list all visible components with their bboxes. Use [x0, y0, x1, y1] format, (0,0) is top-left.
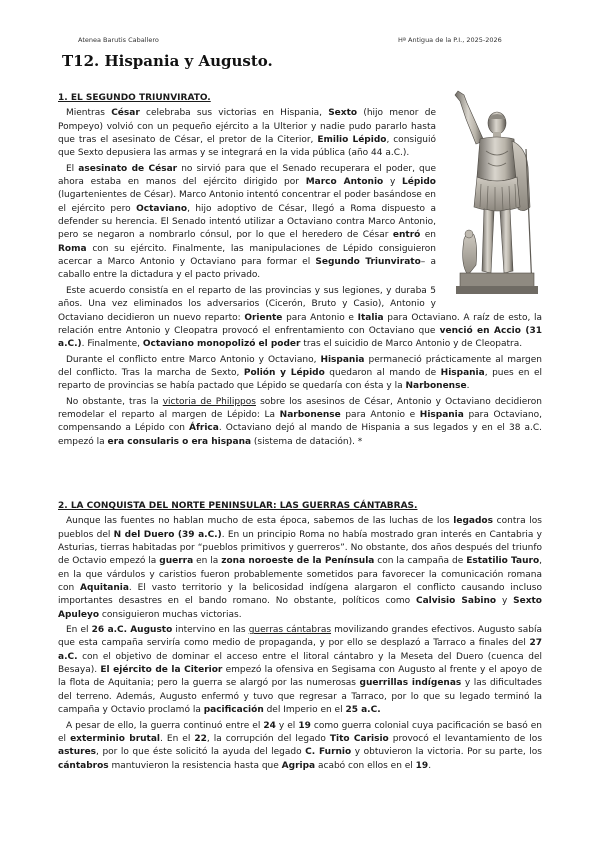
- text-run: y: [383, 177, 402, 188]
- bold-term: Octaviano: [136, 203, 188, 214]
- text-run: , hijo adoptivo de César, llegó a Roma dispuesto a defender su herencia. El Senado intentó utilizar a Octaviano contra Marco Antonio, pero se negaron a nombrarlo cónsul, por lo que el heredero de César: [58, 203, 436, 241]
- text-run: . En el: [160, 733, 195, 744]
- bold-term: Hispania: [419, 409, 464, 420]
- text-run: en la: [193, 556, 222, 567]
- section-1: [58, 92, 542, 451]
- text-run: Mientras: [66, 108, 112, 119]
- text-run: No obstante, tras la: [66, 396, 163, 407]
- text-run: con la campaña de: [374, 556, 467, 567]
- header-author: Atenea Barutis Caballero: [78, 36, 159, 44]
- bold-term: guerra: [159, 556, 194, 567]
- bold-term: cántabros: [58, 760, 109, 771]
- text-run: intervino en las: [172, 625, 249, 636]
- s1-paragraph: [58, 354, 542, 394]
- bold-term: Oriente: [244, 312, 283, 323]
- bold-term: Italia: [357, 312, 384, 323]
- bold-term: era consularis o era hispana: [107, 436, 252, 447]
- text-run: con su ejército. Finalmente, las manipulaciones de Lépido consiguieron acercar a Marco Antonio y Octaviano para formar el: [58, 243, 436, 268]
- text-run: . El vasto territorio y la belicosidad indígena alargaron el conflicto causando incluso importantes desastres en el bando romano. No obstante, políticos como: [58, 583, 542, 607]
- text-run: y las dificultades del terreno. Además, Augusto enfermó y tuvo que regresar a Tarraco, por lo que su legado terminó la campaña y Octavio proclamó la: [58, 678, 542, 716]
- bold-term: Lépido: [402, 177, 436, 188]
- text-run: movilizando grandes efectivos. Augusto sabía que esta campaña serviría como medio de propaganda, y por ello se desplazó a Tarraco a finales del: [58, 625, 542, 649]
- bold-term: Emilio Lépido: [317, 135, 387, 146]
- text-run: , por lo que éste solicitó la ayuda del legado: [96, 747, 306, 758]
- bold-term: exterminio brutal: [70, 733, 160, 744]
- section-1-heading: 1. EL SEGUNDO TRIUNVIRATO.: [58, 93, 211, 103]
- underlined-term: victoria de Philippos: [162, 396, 256, 407]
- bold-term: 27 a.C.: [58, 638, 542, 662]
- augustus-statue-image: [446, 89, 546, 304]
- bold-term: El ejército de la Citerior: [100, 665, 223, 676]
- text-run: (sistema de datación). *: [251, 436, 363, 447]
- bold-term: Roma: [58, 243, 87, 254]
- bold-term: 19: [415, 760, 429, 771]
- text-run: . Finalmente,: [81, 339, 143, 350]
- bold-term: venció en Accio (31 a.C.): [58, 325, 542, 350]
- bold-term: astures: [58, 747, 97, 758]
- text-run: como guerra colonial cuya pacificación se basó en el: [58, 720, 542, 744]
- s2-paragraph: [58, 720, 542, 773]
- bold-term: Marco Antonio: [305, 177, 384, 188]
- text-run: acabó con ellos en el: [315, 760, 416, 771]
- bold-term: Sexto: [328, 108, 358, 119]
- bold-term: 19: [298, 720, 311, 731]
- s2-paragraph: [58, 624, 542, 717]
- bold-term: Hispania: [440, 367, 485, 378]
- bold-term: 22: [194, 733, 207, 744]
- text-run: y el: [275, 720, 299, 731]
- text-run: y: [496, 596, 514, 607]
- text-run: permaneció prácticamente al margen del conflicto. Tras la marcha de Sexto,: [58, 354, 543, 378]
- text-run: En el: [66, 625, 92, 636]
- text-run: para Octaviano, compensando a Lépido con: [58, 409, 543, 434]
- header-course: Hª Antigua de la P.I., 2025-2026: [398, 36, 502, 44]
- text-run: y obtuvieron la victoria. Por su parte, los: [351, 747, 542, 758]
- bold-term: Agripa: [281, 760, 316, 771]
- text-run: , consiguió que Sexto depusiera las armas y se integrará en la vida pública (año 44 a.C.).: [58, 135, 437, 159]
- text-run: para Antonio e: [282, 312, 358, 323]
- bold-term: asesinato de César: [78, 163, 178, 174]
- text-run: Durante el conflicto entre Marco Antonio y Octaviano,: [66, 354, 321, 365]
- bold-term: legados: [453, 516, 493, 527]
- text-run: .: [466, 381, 470, 392]
- text-run: consiguieron muchas victorias.: [99, 609, 242, 620]
- bold-term: entró: [392, 230, 421, 241]
- bold-term: pacificación: [203, 705, 264, 716]
- bold-term: Tito Carisio: [329, 733, 389, 744]
- text-run: quedaron al mando de: [324, 367, 441, 378]
- s2-paragraph: [58, 515, 542, 622]
- text-run: Aunque las fuentes no hablan mucho de esta época, sabemos de las luchas de los: [66, 516, 454, 527]
- bold-term: C. Furnio: [305, 747, 352, 758]
- text-run: . Octaviano dejó al mando de Hispania a sus legados y en el 38 a.C. empezó la: [58, 423, 543, 447]
- text-run: tras el suicidio de Marco Antonio y de Cleopatra.: [300, 339, 523, 350]
- bold-term: Polión y Lépido: [243, 367, 325, 378]
- bold-term: Octaviano monopolizó el poder: [142, 339, 301, 350]
- bold-term: Sexto Apuleyo: [58, 596, 542, 620]
- text-run: contra los pueblos del: [58, 516, 542, 540]
- s1-paragraph: [58, 396, 542, 449]
- text-run: no sirvió para que el Senado recuperara el poder, que ahora estaba en manos del ejército dirigido por: [58, 163, 436, 188]
- bold-term: 26 a.C.: [91, 625, 128, 636]
- text-run: , en la que várdulos y caristios fueron probablemente sometidos para favorecer la comunicación romana con: [58, 556, 542, 594]
- text-run: El: [66, 163, 79, 174]
- section-2-heading: 2. LA CONQUISTA DEL NORTE PENINSULAR: LAS GUERRAS CÁNTABRAS.: [58, 501, 418, 511]
- text-run: celebraba sus victorias en Hispania,: [139, 108, 329, 119]
- text-run: para Antonio e: [340, 409, 420, 420]
- bold-term: 25 a.C.: [345, 705, 381, 716]
- bold-term: 24: [263, 720, 276, 731]
- bold-term: Augusto: [130, 625, 173, 636]
- text-run: . En un principio Roma no había mostrado gran interés en Cantabria y Asturias, tierras habitadas por “pueblos primitivos y guerreros”. No obstante, dos años después del triunfo de Octavio empezó la: [58, 529, 542, 567]
- text-run: empezó la ofensiva en Segisama con Augusto al frente y el apoyo de la flota de Aquitania; pero la guerra se alargó por las numerosas: [58, 665, 542, 689]
- text-run: provocó el levantamiento de los: [388, 733, 543, 744]
- bold-term: Hispania: [320, 354, 365, 365]
- bold-term: zona noroeste de la Península: [221, 556, 375, 567]
- text-run: (lugartenientes de César). Marco Antonio intentó concentrar el poder basándose en el ejército pero: [58, 190, 436, 214]
- text-run: del Imperio en el: [263, 705, 346, 716]
- text-run: en: [420, 230, 436, 241]
- bold-term: Calvisio Sabino: [415, 596, 497, 607]
- bold-term: Narbonense: [405, 381, 467, 392]
- bold-term: Segundo Triunvirato: [315, 257, 421, 268]
- text-run: mantuvieron la resistencia hasta que: [108, 760, 282, 771]
- text-run: para Octaviano. A raíz de esto, la relación entre Antonio y Cleopatra provocó el enfrentamiento con Octaviano que: [58, 312, 542, 336]
- bold-term: África: [189, 423, 219, 434]
- bold-term: César: [111, 108, 140, 119]
- text-run: .: [428, 760, 432, 771]
- text-run: con el objetivo de dominar el acceso entre el litoral cántabro y la Meseta del Duero (cuenca del Besaya).: [58, 651, 542, 676]
- text-run: sobre los asesinos de César, Antonio y Octaviano decidieron remodelar el reparto al margen de Lépido: La: [58, 396, 542, 420]
- text-run: , pues en el reparto de provincias se había pactado que Lépido se quedaría con ésta y la: [58, 367, 542, 392]
- text-run: (hijo menor de Pompeyo) volvió con un pequeño ejército a la Ulterior y nadie pudo pararlo hasta que tras el asesinato de César, el pretor de la Citerior,: [58, 108, 436, 146]
- section-2: [58, 500, 542, 775]
- text-run: – a caballo entre la dictadura y el pacto privado.: [58, 257, 436, 281]
- bold-term: Estatilio Tauro: [466, 556, 540, 567]
- document-title: T12. Hispania y Augusto.: [62, 52, 273, 70]
- text-run: , la corrupción del legado: [206, 733, 330, 744]
- underlined-term: guerras cántabras: [248, 625, 332, 636]
- text-run: Este acuerdo consistía en el reparto de las provincias y sus legiones, y duraba 5 años. Una vez eliminados los adversarios (Cicerón, Bruto y Casio), Antonio y Octaviano decidieron un nuevo reparto:: [58, 285, 436, 323]
- bold-term: Aquitania: [80, 583, 129, 594]
- bold-term: guerrillas indígenas: [359, 678, 462, 689]
- bold-term: N del Duero (39 a.C.): [113, 529, 222, 540]
- text-run: A pesar de ello, la guerra continuó entre el: [66, 720, 264, 731]
- bold-term: Narbonense: [279, 409, 341, 420]
